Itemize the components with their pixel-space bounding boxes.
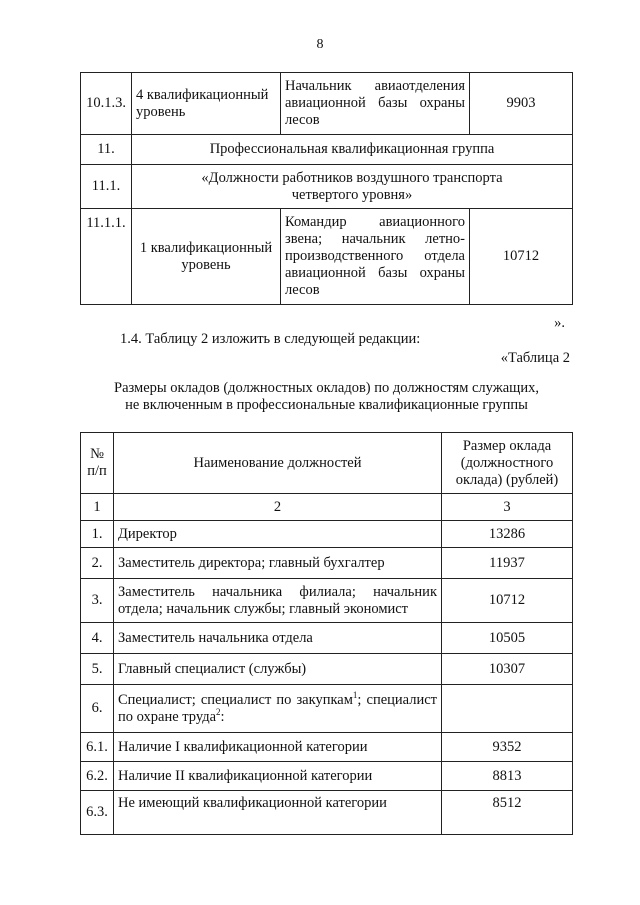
- salary-value: 10307: [442, 654, 573, 685]
- row-number: 11.: [81, 135, 132, 165]
- table-row: [81, 654, 573, 685]
- positions-table-continuation: [80, 72, 573, 305]
- table-label: «Таблица 2: [500, 350, 570, 366]
- page-number: 8: [316, 37, 324, 52]
- position-name: Начальник авиаотделения авиационной базы охраны лесов: [281, 73, 470, 135]
- table-row: [81, 733, 573, 762]
- header-number: № п/п: [81, 433, 114, 494]
- header-name: Наименование должностей: [114, 433, 442, 494]
- salary-value: 10712: [470, 209, 573, 305]
- position-name: Не имеющий квалификационной категории: [114, 791, 442, 835]
- group-subtitle: «Должности работников воздушного транспорта четвертого уровня»: [132, 165, 573, 209]
- row-number: 6.2.: [81, 762, 114, 791]
- salary-value: 10712: [442, 579, 573, 623]
- table-header-row: [81, 433, 573, 494]
- qualification-level: 1 квалификационный уровень: [132, 209, 281, 305]
- position-name: Главный специалист (службы): [114, 654, 442, 685]
- instruction-text: 1.4. Таблицу 2 изложить в следующей редакции:: [120, 331, 421, 347]
- position-name: Специалист; специалист по закупкам$^1$; специалист по охране труда$^2$:: [114, 685, 442, 733]
- position-name: Заместитель начальника отдела: [114, 623, 442, 654]
- row-number: 1.: [81, 521, 114, 548]
- table-row: [81, 762, 573, 791]
- salary-value: 11937: [442, 548, 573, 579]
- salary-table: [80, 432, 573, 835]
- salary-value: 9352: [442, 733, 573, 762]
- table-title: [80, 380, 573, 414]
- row-number: 5.: [81, 654, 114, 685]
- group-title: Профессиональная квалификационная группа: [132, 135, 573, 165]
- column-index: 1: [81, 494, 114, 521]
- table-row: [81, 209, 573, 305]
- qualification-level: 4 квалификационный уровень: [132, 73, 281, 135]
- row-number: 6.3.: [81, 791, 114, 835]
- position-name: Директор: [114, 521, 442, 548]
- column-index: 3: [442, 494, 573, 521]
- salary-value: 10505: [442, 623, 573, 654]
- table-row: [81, 685, 573, 733]
- salary-value: 8512: [442, 791, 573, 835]
- column-index: 2: [114, 494, 442, 521]
- position-name: Наличие II квалификационной категории: [114, 762, 442, 791]
- salary-value: 8813: [442, 762, 573, 791]
- table-row: [81, 623, 573, 654]
- table-row: [81, 791, 573, 835]
- salary-value: [442, 685, 573, 733]
- closing-quote: ».: [554, 315, 565, 331]
- footnote-mark: 1: [352, 689, 358, 700]
- row-number: 11.1.1.: [81, 209, 132, 305]
- row-number: 6.1.: [81, 733, 114, 762]
- row-number: 4.: [81, 623, 114, 654]
- column-index-row: [81, 494, 573, 521]
- header-salary: Размер оклада (должностного оклада) (рублей): [442, 433, 573, 494]
- row-number: 2.: [81, 548, 114, 579]
- table-row: [81, 548, 573, 579]
- position-name: Командир авиационного звена; начальник летно-производственного отдела авиационной базы охраны лесов: [281, 209, 470, 305]
- position-name: Заместитель директора; главный бухгалтер: [114, 548, 442, 579]
- salary-value: 13286: [442, 521, 573, 548]
- salary-value: 9903: [470, 73, 573, 135]
- position-name: Наличие I квалификационной категории: [114, 733, 442, 762]
- table-title-line: Размеры окладов (должностных окладов) по должностям служащих,: [114, 380, 539, 396]
- position-name: Заместитель начальника филиала; начальник отдела; начальник службы; главный экономист: [114, 579, 442, 623]
- row-number: 3.: [81, 579, 114, 623]
- row-number: 10.1.3.: [81, 73, 132, 135]
- table-row: [81, 135, 573, 165]
- row-number: 6.: [81, 685, 114, 733]
- table-title-line: не включенным в профессиональные квалификационные группы: [125, 397, 528, 413]
- footnote-mark: 2: [216, 706, 221, 717]
- table-row: [81, 521, 573, 548]
- table-row: [81, 73, 573, 135]
- table-row: [81, 165, 573, 209]
- table-row: [81, 579, 573, 623]
- row-number: 11.1.: [81, 165, 132, 209]
